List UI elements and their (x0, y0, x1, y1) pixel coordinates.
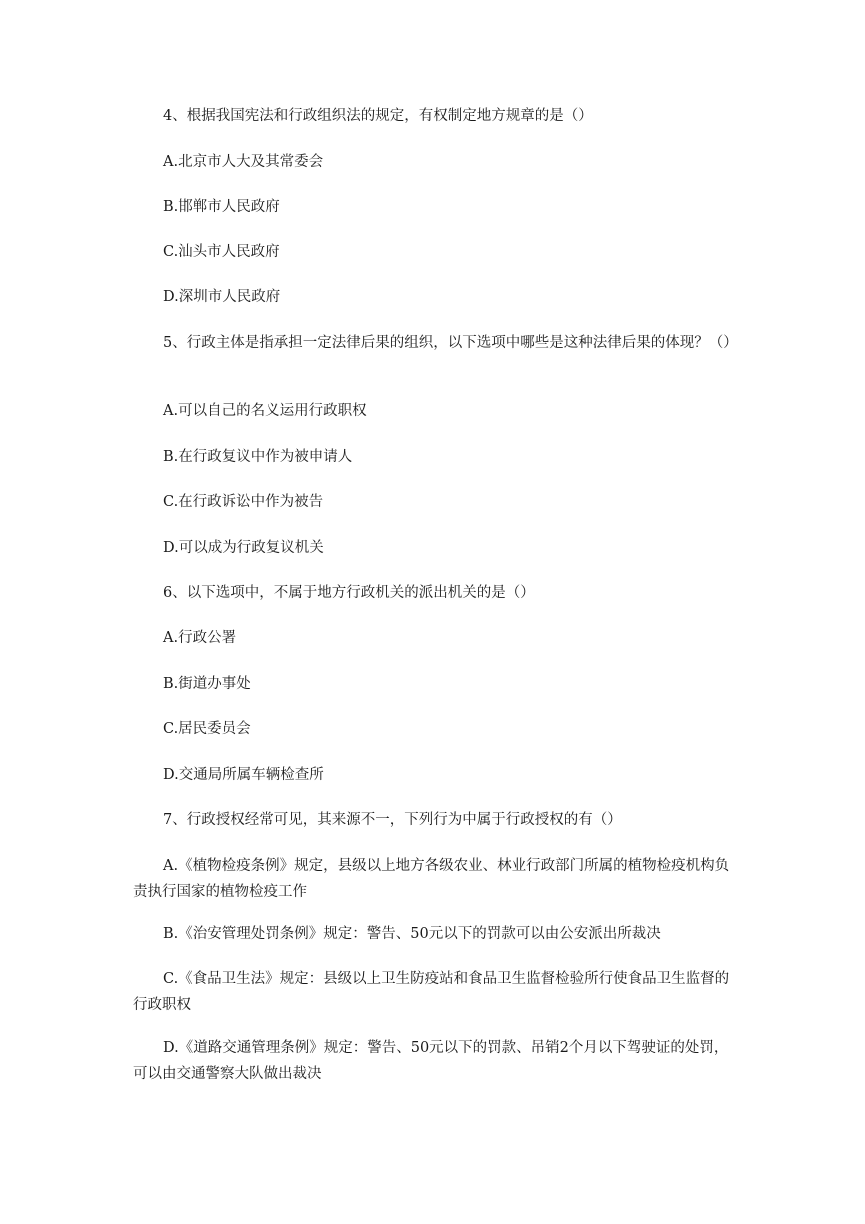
question-5-option-a: A.可以自己的名义运用行政职权 (163, 403, 367, 419)
question-7-option-c: C.《食品卫生法》规定：县级以上卫生防疫站和食品卫生监督检验所行使食品卫生监督的行政职权 (133, 971, 730, 1013)
question-6-option-c: C.居民委员会 (163, 721, 251, 737)
question-4-option-d: D.深圳市人民政府 (163, 289, 281, 305)
question-7-option-d: D.《道路交通管理条例》规定：警告、50元以下的罚款、吊销2个月以下驾驶证的处罚，可以由交通警察大队做出裁决 (133, 1040, 729, 1082)
question-4-option-a: A.北京市人大及其常委会 (163, 154, 324, 170)
question-5-stem: 5、行政主体是指承担一定法律后果的组织，以下选项中哪些是这种法律后果的体现？（） (163, 335, 738, 351)
question-6-option-d: D.交通局所属车辆检查所 (163, 767, 324, 783)
question-5-option-b: B.在行政复议中作为被申请人 (163, 449, 353, 465)
question-6-stem: 6、以下选项中，不属于地方行政机关的派出机关的是（） (163, 585, 535, 601)
question-6-option-a: A.行政公署 (163, 630, 237, 646)
question-4-stem: 4、根据我国宪法和行政组织法的规定，有权制定地方规章的是（） (163, 108, 593, 124)
question-7-option-a: A.《植物检疫条例》规定，县级以上地方各级农业、林业行政部门所属的植物检疫机构负责执行国家的植物检疫工作 (133, 858, 730, 900)
question-5-option-d: D.可以成为行政复议机关 (163, 540, 324, 556)
question-6-option-b: B.街道办事处 (163, 676, 251, 692)
question-4-option-c: C.汕头市人民政府 (163, 244, 280, 260)
question-7-option-b: B.《治安管理处罚条例》规定：警告、50元以下的罚款可以由公安派出所裁决 (163, 926, 661, 942)
question-7-stem: 7、行政授权经常可见，其来源不一，下列行为中属于行政授权的有（） (163, 812, 622, 828)
question-5-option-c: C.在行政诉讼中作为被告 (163, 494, 324, 510)
question-4-option-b: B.邯郸市人民政府 (163, 199, 280, 215)
